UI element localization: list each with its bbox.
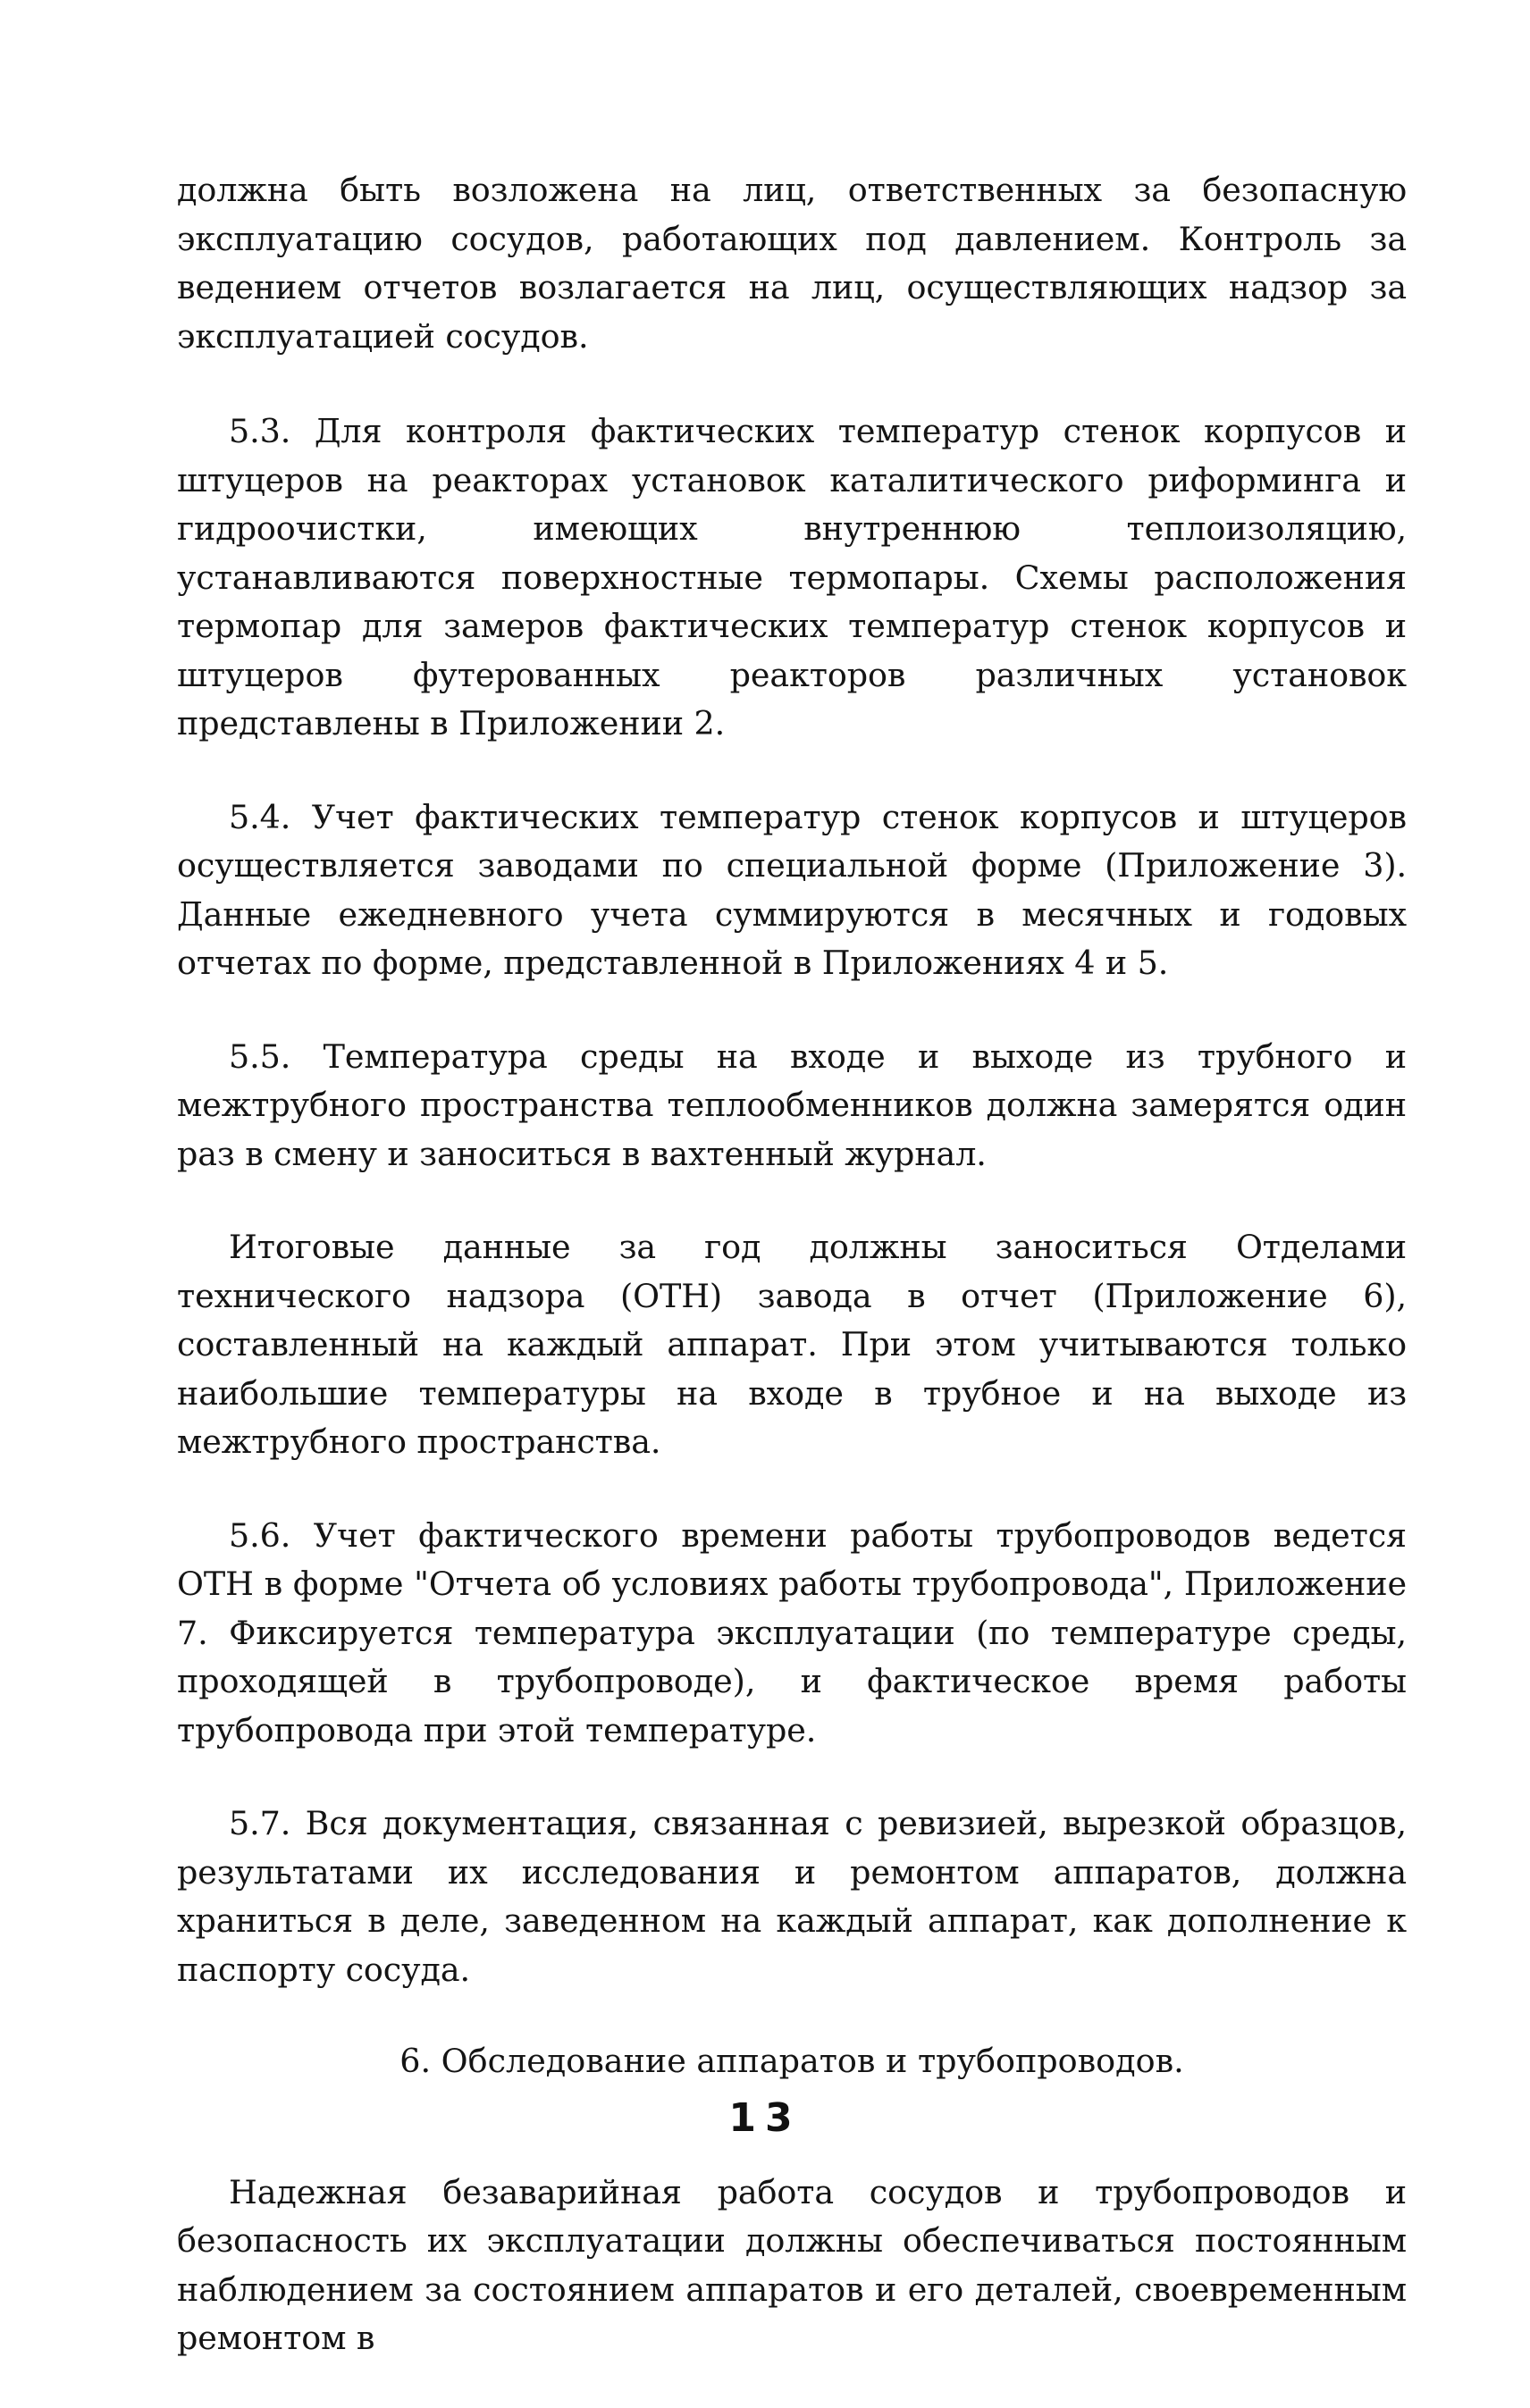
paragraph-annual-data: Итоговые данные за год должны заноситься Отделами технического надзора (ОТН) завода в отчет (Приложение 6), составленный на каждый аппарат. При этом учитываются только наибольшие температуры на входе в трубное и на выходе из межтрубного пространства.: [177, 1228, 1407, 1461]
paragraph-5-3: 5.3. Для контроля фактических температур стенок корпусов и штуцеров на реакторах установок каталитического риформинга и гидроочистки, имеющих внутреннюю теплоизоляцию, устанавливаются поверхностные термопары. Схемы расположения термопар для замеров фактических температур стенок корпусов и штуцеров футерованных реакторов различных установок представлены в Приложении 2.: [177, 412, 1407, 743]
body-text: [177, 166, 1407, 2408]
paragraph-continuation: должна быть возложена на лиц, ответственных за безопасную эксплуатацию сосудов, работающих под давлением. Контроль за ведением отчетов возлагается на лиц, осуществляющих надзор за эксплуатацией сосудов.: [177, 171, 1407, 356]
paragraph-section-6-intro: Надежная безаварийная работа сосудов и трубопроводов и безопасность их эксплуатации должны обеспечиваться постоянным наблюдением за состоянием аппаратов и его деталей, своевременным ремонтом в: [177, 2172, 1407, 2357]
paragraph-5-7: 5.7. Вся документация, связанная с ревизией, вырезкой образцов, результатами их исследования и ремонтом аппаратов, должна храниться в деле, заведенном на каждый аппарат, как дополнение к паспорту сосуда.: [177, 1804, 1407, 1989]
paragraph-5-6: 5.6. Учет фактического времени работы трубопроводов ведется ОТН в форме "Отчета об условиях работы трубопровода", Приложение 7. Фиксируется температура эксплуатации (по температуре среды, проходящей в трубопроводе), и фактическое время работы трубопровода при этой температуре.: [177, 1515, 1407, 1749]
page-number: 13: [728, 2095, 802, 2141]
paragraph-5-4: 5.4. Учет фактических температур стенок корпусов и штуцеров осуществляется заводами по специальной форме (Приложение 3). Данные ежедневного учета суммируются в месячных и годовых отчетах по форме, представленной в Приложениях 4 и 5.: [177, 797, 1407, 982]
section-heading: 6. Обследование аппаратов и трубопроводов.: [399, 2042, 1184, 2080]
paragraph-5-5: 5.5. Температура среды на входе и выходе из трубного и межтрубного пространства теплообменников должна замерятся один раз в смену и заноситься в вахтенный журнал.: [177, 1036, 1407, 1173]
